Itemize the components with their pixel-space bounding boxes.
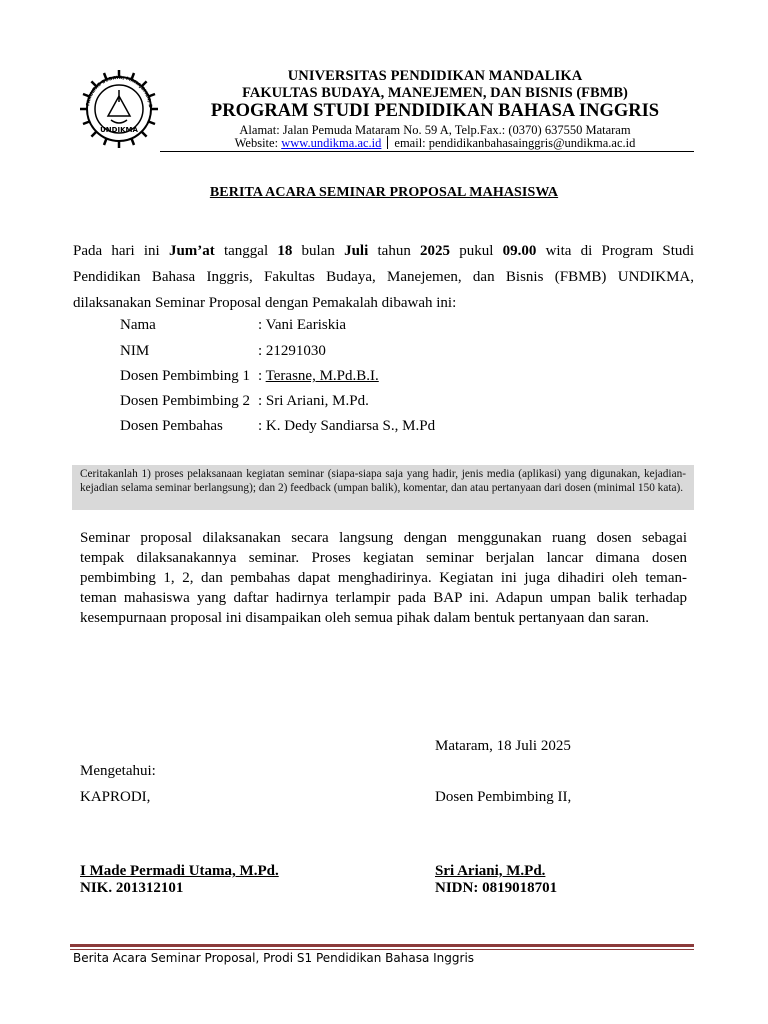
left-signer-id: NIK. 201312101 [80,880,184,896]
university-logo [78,68,160,150]
page-footer: Berita Acara Seminar Proposal, Prodi S1 Pendidikan Bahasa Inggris [73,951,475,965]
place-date: Mataram, 18 Juli 2025 [435,738,571,754]
website-link[interactable]: www.undikma.ac.id [281,136,382,150]
identity-value: : Sri Ariani, M.Pd. [258,393,369,409]
intro-line-1: Pada hari ini Jum’at tanggal 18 bulan Juli tahun 2025 pukul 09.00 wita di Program Studi [73,243,695,259]
identity-label: NIM [120,343,150,359]
separator [387,136,388,149]
intro-year: 2025 [420,243,451,259]
intro-month: Juli [344,243,369,259]
right-signer-role: Dosen Pembimbing II, [435,789,572,805]
identity-label: Nama [120,317,156,333]
narrative-paragraph [80,528,687,628]
narrative-line: pembimbing 1, 2, dan pembahas dapat menghadirinya. Kegiatan ini juga dihadiri oleh teman- [80,570,687,586]
document-title: BERITA ACARA SEMINAR PROPOSAL MAHASISWA [209,185,559,200]
acknowledge-label: Mengetahui: [80,763,156,779]
contact-line [175,136,695,151]
identity-value: : K. Dedy Sandiarsa S., M.Pd [258,418,436,434]
faculty-name: FAKULTAS BUDAYA, MANEJEMEN, DAN BISNIS (FBMB) [242,85,628,101]
footer-rule [70,944,694,947]
identity-label: Dosen Pembimbing 2 [120,393,250,409]
program-name: PROGRAM STUDI PENDIDIKAN BAHASA INGGRIS [210,101,660,121]
intro-time: 09.00 [502,243,537,259]
identity-value: : 21291030 [258,343,326,359]
narrative-line: Seminar proposal dilaksanakan secara langsung dengan menggunakan ruang dosen sebagai [80,530,687,546]
email: email: pendidikanbahasainggris@undikma.ac.id [394,136,636,150]
left-signer-role: KAPRODI, [80,789,151,805]
identity-row-pembimbing-2 [120,393,369,410]
identity-row-nim [120,343,326,360]
logo-ring-text: FAKULTAS BUDAYA, MANAJEMEN, D [86,75,153,109]
footer-rule-thin [70,949,694,950]
intro-line-2: Pendidikan Bahasa Inggris, Fakultas Budaya, Manejemen, dan Bisnis (FBMB) UNDIKMA, [73,269,694,285]
intro-line-3: dilaksanakan Seminar Proposal dengan Pemakalah dibawah ini: [73,295,457,311]
right-signer-name: Sri Ariani, M.Pd. [435,863,546,879]
intro-paragraph [73,238,694,316]
header-rule [160,151,694,152]
instruction-box: Ceritakanlah 1) proses pelaksanaan kegiatan seminar (siapa-siapa saja yang hadir, jenis media (aplikasi) yang digunakan, kejadian-kejadian selama seminar berlangsung); dan 2) feedback (umpan balik), komentar, dan atau pertanyaan dari dosen (minimal 150 kata). [72,465,694,510]
identity-row-pembimbing-1: Dosen Pembimbing 1 : Terasne, M.Pd.B.I. [120,368,379,384]
left-signer-name: I Made Permadi Utama, M.Pd. [80,863,279,879]
address: Alamat: Jalan Pemuda Mataram No. 59 A, Telp.Fax.: (0370) 637550 Mataram [239,123,631,137]
logo-label: UNDIKMA [100,126,138,134]
university-name: UNIVERSITAS PENDIDIKAN MANDALIKA [287,68,583,84]
intro-day: Jum’at [168,243,215,259]
website-label: Website: [234,136,282,150]
identity-value: : Vani Eariskia [258,317,347,333]
identity-row-nama [120,317,346,334]
identity-row-pembahas [120,418,435,435]
identity-value: Terasne, M.Pd.B.I. [265,368,379,384]
identity-label: Dosen Pembimbing 1 [120,368,250,384]
narrative-line: tempak dilaksanakannya seminar. Proses kegiatan seminar berjalan lancar dimana dosen [80,550,687,566]
narrative-line: teman mahasiswa yang daftar hadirnya terlampir pada BAP ini. Adapun umpan balik terhadap [80,590,687,606]
narrative-line: kesempurnaan proposal ini disampaikan oleh semua pihak dalam bentuk pertanyaan dan saran. [80,610,649,626]
intro-date: 18 [277,243,293,259]
identity-label: Dosen Pembahas [120,418,223,434]
right-signer-id: NIDN: 0819018701 [435,880,558,896]
